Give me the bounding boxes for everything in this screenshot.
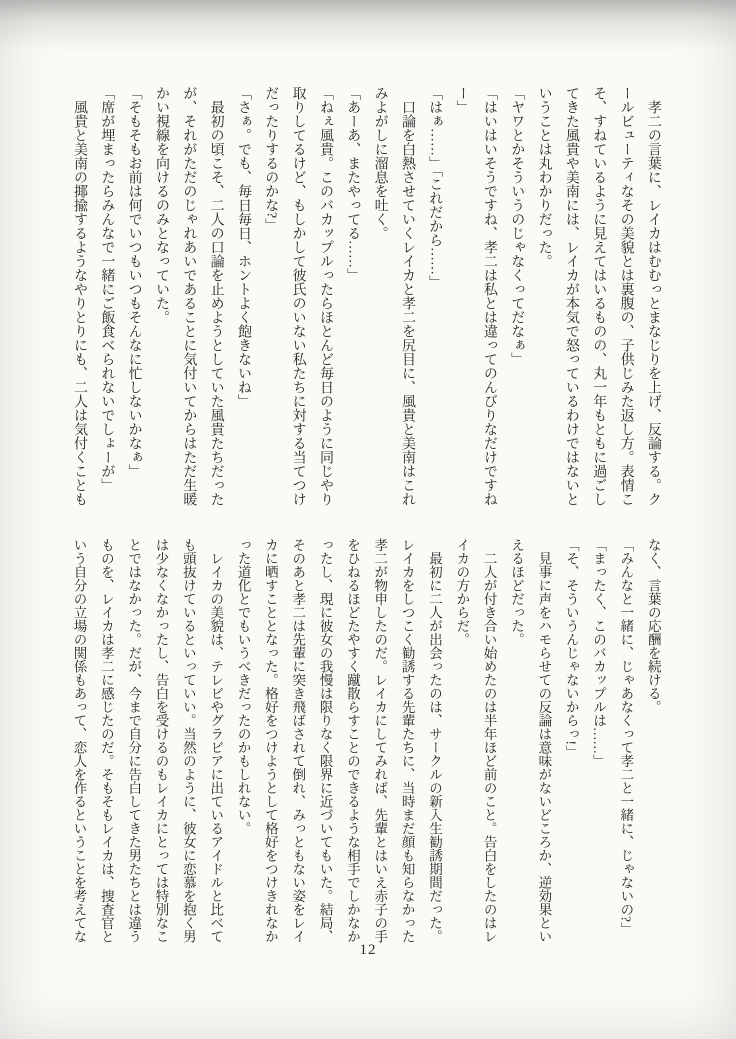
text-column: だったりするのかな?」 <box>263 86 279 233</box>
text-column: 口論を白熱させていくレイカと孝二を尻目に、風貴と美南はこれ <box>399 86 415 506</box>
text-column: をひねるほどたやすく蹴散らすことのできるような相手でしかなか <box>344 538 360 943</box>
text-column: 最初の頃こそ、二人の口論を止めようとしていた風貴たちだった <box>208 86 224 506</box>
text-block-upper <box>72 86 660 510</box>
text-column: 「そ、そういうんじゃないからっ!」 <box>563 538 579 759</box>
text-column: みよがしに溜息を吐く。 <box>372 86 388 240</box>
text-column: なく、言葉の応酬を続ける。 <box>645 538 661 714</box>
text-column: いう自分の立場の関係もあって、恋人を作るということを考えてな <box>71 538 87 943</box>
text-column: ールビューティなその美貌とは裏腹の、子供じみた返し方。表情こ <box>618 86 634 506</box>
text-column: かい視線を向けるのみとなっていた。 <box>153 86 169 324</box>
text-column: ものを、レイカは孝二に感じたのだ。そもそもレイカは、捜査官と <box>98 538 114 943</box>
text-column: レイカをしつこく勧誘する先輩たちに、当時まだ顔も知らなかった <box>399 538 415 943</box>
text-column: 孝二の言葉に、レイカはむむっとまなじりを上げ、反論する。ク <box>645 86 661 506</box>
text-column: 最初に二人が出会ったのは、サークルの新入生勧誘期間だった。 <box>426 538 442 943</box>
text-column: が、それがただのじゃれあいであることに気付いてからはただ生暖 <box>181 86 197 506</box>
text-column: 風貴と美南の揶揄するようなやりとりにも、二人は気付くことも <box>72 86 87 506</box>
text-column: 「そもそもお前は何でいつもいつもそんなに忙しないかなぁ」 <box>126 86 142 478</box>
text-column: った道化とでもいうべきだったのかもしれない。 <box>235 538 251 835</box>
text-column: レイカの美貌は、テレビやグラビアに出ているアイドルと比べて <box>208 538 224 943</box>
text-column: 見事に声をハモらせての反論は意味がないどころか、逆効果とい <box>536 538 552 943</box>
text-column: 「みんなと一緒に、じゃあなくって孝二と一緒に、じゃないの?」 <box>618 538 634 936</box>
page-number: 12 <box>359 942 377 958</box>
text-column: そ、すねているように見えてはいるものの、丸一年もともに過ごし <box>591 86 607 506</box>
text-column: とではなかった。だが、今まで自分に告白してきた男たちとは違う <box>126 538 142 943</box>
text-column: いうことは丸わかりだった。 <box>536 86 552 268</box>
text-column: カに晒すこととなった。格好をつけようとして格好をつけきれなか <box>262 538 278 943</box>
text-column: 「はぁ……」「これだから……」 <box>427 86 443 289</box>
text-column: 「はいはいそうですね、孝二は私とは違ってのんびりなだけですね <box>481 86 497 506</box>
text-column: 孝二が物申したのだ。レイカにしてみれば、先輩とはいえ赤子の手 <box>372 538 388 943</box>
text-column: 「まったく、このバカップルは……」 <box>591 538 607 768</box>
text-column: 「さぁ。でも、毎日毎日、ホントよく飽きないね」 <box>235 86 251 408</box>
text-column: も頭抜けているといっていい。当然のように、彼女に恋慕を抱く男 <box>180 538 196 943</box>
text-column: 取りしてるけど、もしかして彼氏のいない私たちに対する当てつけ <box>290 86 306 506</box>
text-column: イカの方からだ。 <box>454 538 470 646</box>
text-column: 「あーあ、またやってる……」 <box>345 86 361 282</box>
text-column: 「ヤワとかそういうのじゃなくってだなぁ」 <box>509 86 525 366</box>
text-column: えるほどだった。 <box>509 538 524 646</box>
text-column: 「ねぇ風貴。このバカップルったらほとんど毎日のように同じやり <box>317 86 333 506</box>
text-column: ったし、現に彼女の我慢は限りなく限界に近づいてもいた。結局、 <box>317 538 333 943</box>
text-column: は少なくなかったし、告白を受けるのもレイカにとっては特別なこ <box>153 538 169 943</box>
text-column: 二人が付き合い始めたのは半年ほど前のこと。告白をしたのはレ <box>481 538 497 943</box>
text-column: そのあと孝二は先輩に突き飛ばされて倒れ、みっともない姿をレイ <box>290 538 306 943</box>
text-column: てきた風貴や美南には、レイカが本気で怒っているわけではないと <box>563 86 579 506</box>
text-column: ー」 <box>454 86 470 114</box>
text-column: 「席が埋まったらみんなで一緒にご飯食べられないでしょーが」 <box>99 86 115 492</box>
text-block-lower <box>72 538 660 944</box>
